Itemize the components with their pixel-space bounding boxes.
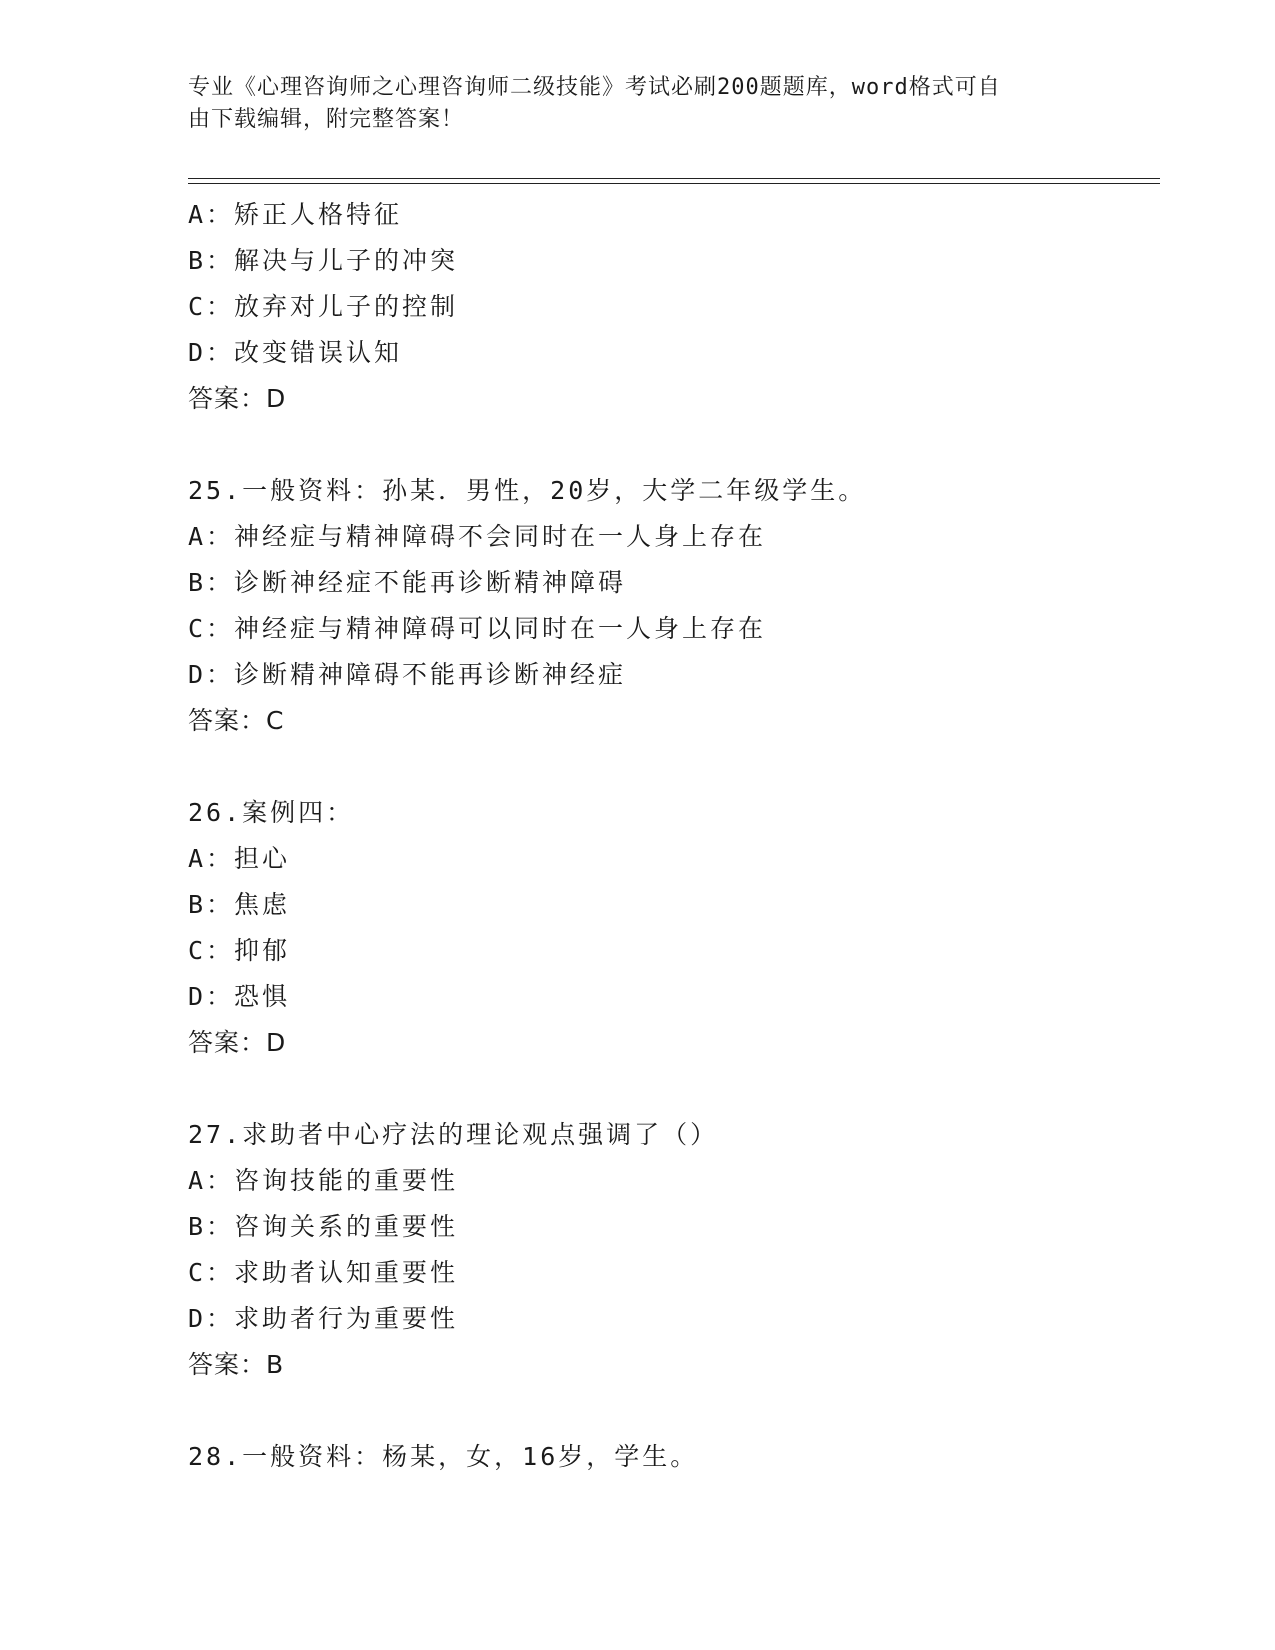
option-d: D：恐惧 — [188, 982, 291, 1011]
option-a: A：矫正人格特征 — [188, 200, 403, 229]
option-d: D：求助者行为重要性 — [188, 1304, 459, 1333]
question-stem: 25.一般资料：孙某．男性，20岁，大学二年级学生。 — [188, 476, 867, 505]
question-block — [188, 790, 1168, 1066]
option-b: B：焦虑 — [188, 890, 291, 919]
question-block — [188, 1434, 1168, 1480]
option-c: C：神经症与精神障碍可以同时在一人身上存在 — [188, 614, 767, 643]
question-stem: 28.一般资料：杨某，女，16岁，学生。 — [188, 1442, 699, 1471]
document-header — [188, 72, 1088, 136]
answer-line: 答案：D — [188, 384, 287, 413]
answer-line: 答案：C — [188, 706, 285, 735]
option-d: D：诊断精神障碍不能再诊断神经症 — [188, 660, 627, 689]
answer-line: 答案：B — [188, 1350, 285, 1379]
answer-line: 答案：D — [188, 1028, 287, 1057]
option-b: B：诊断神经症不能再诊断精神障碍 — [188, 568, 627, 597]
question-list — [188, 192, 1168, 1480]
question-block — [188, 192, 1168, 422]
option-b: B：咨询关系的重要性 — [188, 1212, 459, 1241]
header-divider-bottom — [188, 183, 1160, 184]
option-c: C：求助者认知重要性 — [188, 1258, 459, 1287]
option-c: C：抑郁 — [188, 936, 291, 965]
option-a: A：担心 — [188, 844, 291, 873]
question-block — [188, 1112, 1168, 1388]
option-c: C：放弃对儿子的控制 — [188, 292, 459, 321]
question-stem: 27.求助者中心疗法的理论观点强调了（） — [188, 1120, 719, 1149]
question-block — [188, 468, 1168, 744]
header-line-2: 由下载编辑，附完整答案！ — [188, 107, 465, 132]
header-divider-top — [188, 178, 1160, 179]
option-a: A：神经症与精神障碍不会同时在一人身上存在 — [188, 522, 767, 551]
option-a: A：咨询技能的重要性 — [188, 1166, 459, 1195]
question-stem: 26.案例四： — [188, 798, 355, 827]
header-line-1: 专业《心理咨询师之心理咨询师二级技能》考试必刷200题题库，word格式可自 — [188, 75, 1001, 100]
option-b: B：解决与儿子的冲突 — [188, 246, 459, 275]
option-d: D：改变错误认知 — [188, 338, 403, 367]
